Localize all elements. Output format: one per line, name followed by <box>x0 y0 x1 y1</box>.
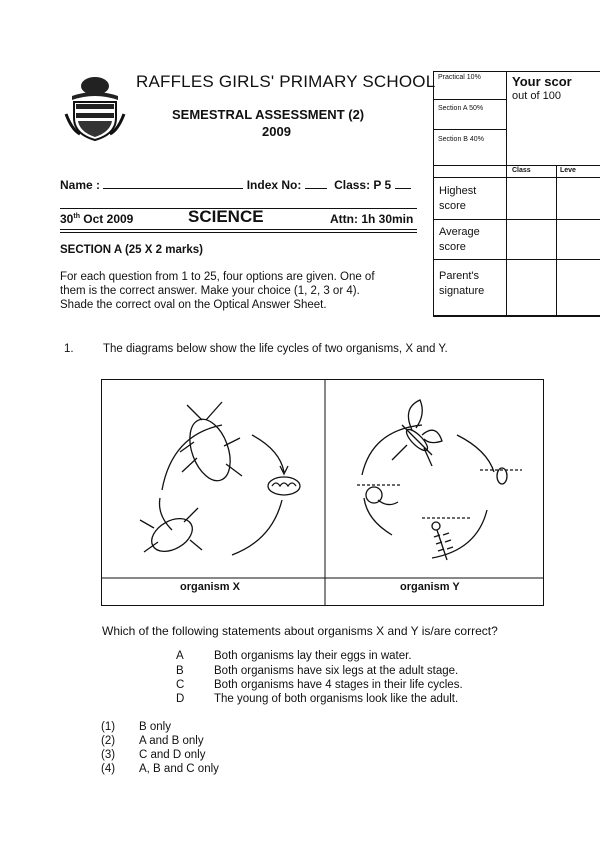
statement-text: The young of both organisms look like the adult. <box>214 693 459 705</box>
practical-label: Practical 10% <box>438 74 481 81</box>
parent-signature-label: Parent's signature <box>439 270 485 297</box>
statement-letter: D <box>176 693 185 705</box>
class-label: Class: P 5 <box>334 178 392 192</box>
organism-y-cycle <box>357 400 522 560</box>
subject-title: SCIENCE <box>188 207 264 226</box>
answer-text: B only <box>139 721 171 733</box>
class-column-header: Class <box>512 167 531 174</box>
out-of-label: out of 100 <box>512 90 561 102</box>
divider-line <box>60 232 417 233</box>
class-blank <box>395 188 411 189</box>
organism-x-label: organism X <box>180 581 240 593</box>
school-name: RAFFLES GIRLS' PRIMARY SCHOOL <box>136 72 436 91</box>
answer-number: (3) <box>101 749 116 761</box>
section-instructions: For each question from 1 to 25, four options are given. One of them is the correct answer. Make your choice (1, 2, 3 or 4). Shade the correct oval on the Optical Answer Sheet. <box>60 271 375 311</box>
your-score-label: Your scor <box>512 74 572 89</box>
life-cycle-diagram <box>101 379 544 606</box>
statement-text: Both organisms have six legs at the adult stage. <box>214 665 459 677</box>
question-number: 1. <box>64 343 74 355</box>
answer-text: A, B and C only <box>139 763 219 775</box>
answer-text: A and B only <box>139 735 204 747</box>
organism-x-cycle <box>140 402 300 558</box>
score-table <box>433 71 600 317</box>
statement-letter: B <box>176 665 184 677</box>
question-stem: The diagrams below show the life cycles of two organisms, X and Y. <box>103 343 448 355</box>
statement-letter: C <box>176 679 185 691</box>
statement-text: Both organisms have 4 stages in their life cycles. <box>214 679 463 691</box>
answer-text: C and D only <box>139 749 206 761</box>
assessment-year: 2009 <box>262 124 291 139</box>
statement-letter: A <box>176 650 184 662</box>
answer-number: (2) <box>101 735 116 747</box>
section-b-label: Section B 40% <box>438 136 484 143</box>
school-crest-logo <box>62 74 128 142</box>
exam-info-line <box>60 207 417 226</box>
name-blank <box>103 188 243 189</box>
section-title: SECTION A (25 X 2 marks) <box>60 244 203 256</box>
section-a-label: Section A 50% <box>438 105 484 112</box>
index-blank <box>305 188 327 189</box>
answer-number: (4) <box>101 763 116 775</box>
exam-duration: Attn: 1h 30min <box>330 212 414 226</box>
level-column-header: Leve <box>560 167 576 174</box>
organism-y-label: organism Y <box>400 581 460 593</box>
index-label: Index No: <box>246 178 302 192</box>
highest-score-label: Highest score <box>439 185 477 212</box>
exam-date: 30th Oct 2009 <box>60 212 134 226</box>
student-info-line <box>60 178 411 192</box>
statement-text: Both organisms lay their eggs in water. <box>214 650 412 662</box>
question-ask: Which of the following statements about organisms X and Y is/are correct? <box>102 624 498 638</box>
average-score-label: Average score <box>439 226 480 253</box>
assessment-title: SEMESTRAL ASSESSMENT (2) <box>172 107 365 122</box>
name-label: Name : <box>60 178 101 192</box>
life-cycle-illustration <box>102 380 543 605</box>
answer-number: (1) <box>101 721 116 733</box>
divider-line <box>60 229 417 230</box>
